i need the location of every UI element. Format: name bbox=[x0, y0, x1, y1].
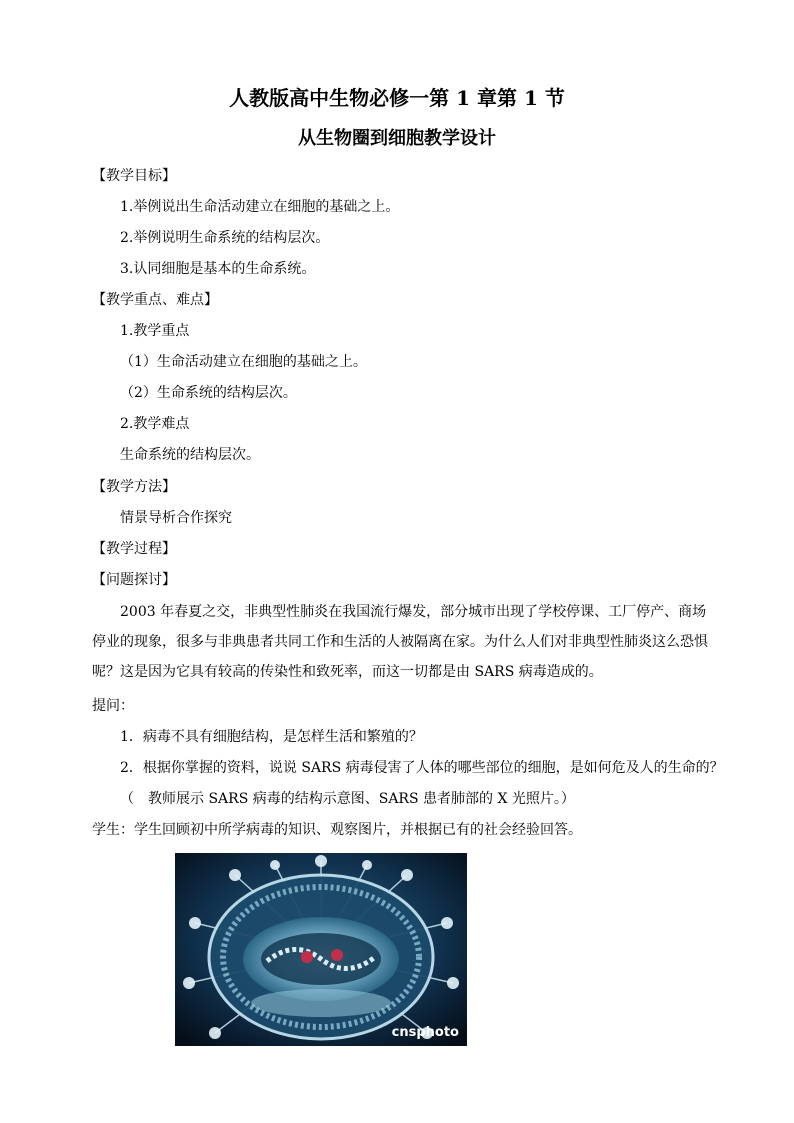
question-item: 1．病毒不具有细胞结构，是怎样生活和繁殖的？ bbox=[120, 729, 423, 745]
photo-watermark: cnsphoto bbox=[391, 1025, 459, 1040]
teacher-note: （ 教师展示 SARS 病毒的结构示意图、SARS 患者肺部的 X 光照片。） bbox=[120, 791, 575, 807]
difficulty-text: 生命系统的结构层次。 bbox=[120, 447, 260, 463]
objective-item: 2.举例说明生命系统的结构层次。 bbox=[120, 230, 330, 246]
inquiry-paragraph: 2003 年春夏之交，非典型性肺炎在我国流行爆发，部分城市出现了学校停课、工厂停产、商场停业的现象，很多与非典患者共同工作和生活的人被隔离在家。为什么人们对非典型性肺炎这么恐惧呢？这是因为它具有较高的传染性和致死率，而这一切都是由 SARS 病毒造成的。 bbox=[92, 604, 708, 680]
focus-item: （1）生命活动建立在细胞的基础之上。 bbox=[120, 354, 367, 370]
objective-item: 1.举例说出生命活动建立在细胞的基础之上。 bbox=[120, 199, 400, 215]
sars-virus-photo bbox=[175, 853, 467, 1046]
methods-heading: 【教学方法】 bbox=[92, 479, 176, 495]
ask-label: 提问： bbox=[92, 698, 134, 714]
methods-text: 情景导析合作探究 bbox=[120, 510, 232, 526]
objective-item: 3.认同细胞是基本的生命系统。 bbox=[120, 261, 316, 277]
focus-item: （2）生命系统的结构层次。 bbox=[120, 385, 297, 401]
page-title: 人教版高中生物必修一第 1 章第 1 节 bbox=[229, 86, 565, 110]
key-points-heading: 【教学重点、难点】 bbox=[92, 292, 218, 308]
inquiry-heading: 【问题探讨】 bbox=[92, 572, 176, 588]
objectives-heading: 【教学目标】 bbox=[92, 168, 176, 184]
virus-model-image bbox=[175, 853, 467, 1046]
student-note: 学生：学生回顾初中所学病毒的知识、观察图片，并根据已有的社会经验回答。 bbox=[92, 822, 582, 838]
difficulty-label: 2.教学难点 bbox=[120, 416, 190, 432]
page-subtitle: 从生物圈到细胞教学设计 bbox=[298, 128, 496, 149]
focus-label: 1.教学重点 bbox=[120, 323, 190, 339]
process-heading: 【教学过程】 bbox=[92, 541, 176, 557]
question-item: 2．根据你掌握的资料，说说 SARS 病毒侵害了人体的哪些部位的细胞，是如何危及人的生命的？ bbox=[120, 760, 724, 776]
